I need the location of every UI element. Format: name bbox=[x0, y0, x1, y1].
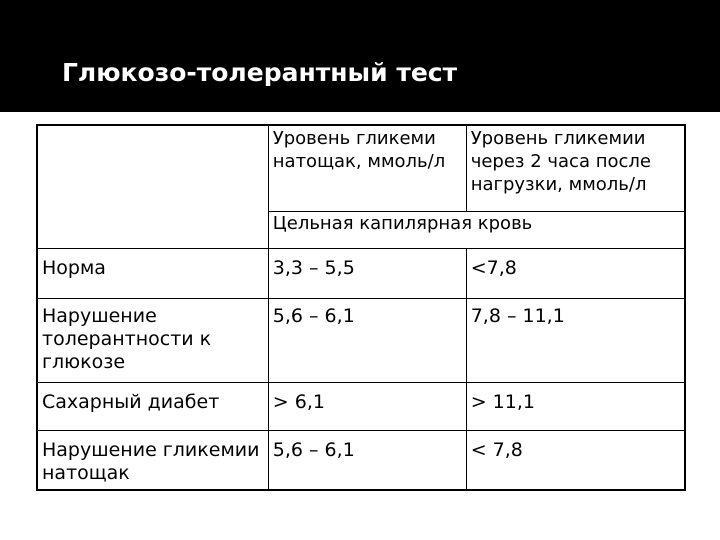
table-row bbox=[37, 299, 685, 383]
slide-title: Глюкозо-толерантный тест bbox=[62, 58, 458, 87]
row-label: Нарушение гликемии натощак bbox=[37, 431, 268, 491]
header-blood-type: Цельная капилярная кровь bbox=[268, 212, 685, 249]
after-load-value: <7,8 bbox=[466, 249, 685, 299]
glucose-tolerance-table bbox=[36, 124, 686, 491]
header-empty-cell bbox=[37, 125, 268, 249]
fasting-value: > 6,1 bbox=[268, 383, 466, 431]
table-row bbox=[37, 383, 685, 431]
row-label: Сахарный диабет bbox=[37, 383, 268, 431]
fasting-value: 5,6 – 6,1 bbox=[268, 299, 466, 383]
table-row bbox=[37, 249, 685, 299]
table-header-row bbox=[37, 125, 685, 212]
row-label: Норма bbox=[37, 249, 268, 299]
fasting-value: 3,3 – 5,5 bbox=[268, 249, 466, 299]
title-bar bbox=[0, 0, 720, 112]
table-row bbox=[37, 431, 685, 491]
after-load-value: 7,8 – 11,1 bbox=[466, 299, 685, 383]
after-load-value: < 7,8 bbox=[466, 431, 685, 491]
header-after-load: Уровень гликемии через 2 часа после нагрузки, ммоль/л bbox=[466, 125, 685, 212]
header-fasting: Уровень гликеми натощак, ммоль/л bbox=[268, 125, 466, 212]
fasting-value: 5,6 – 6,1 bbox=[268, 431, 466, 491]
after-load-value: > 11,1 bbox=[466, 383, 685, 431]
row-label: Нарушение толерантности к глюкозе bbox=[37, 299, 268, 383]
